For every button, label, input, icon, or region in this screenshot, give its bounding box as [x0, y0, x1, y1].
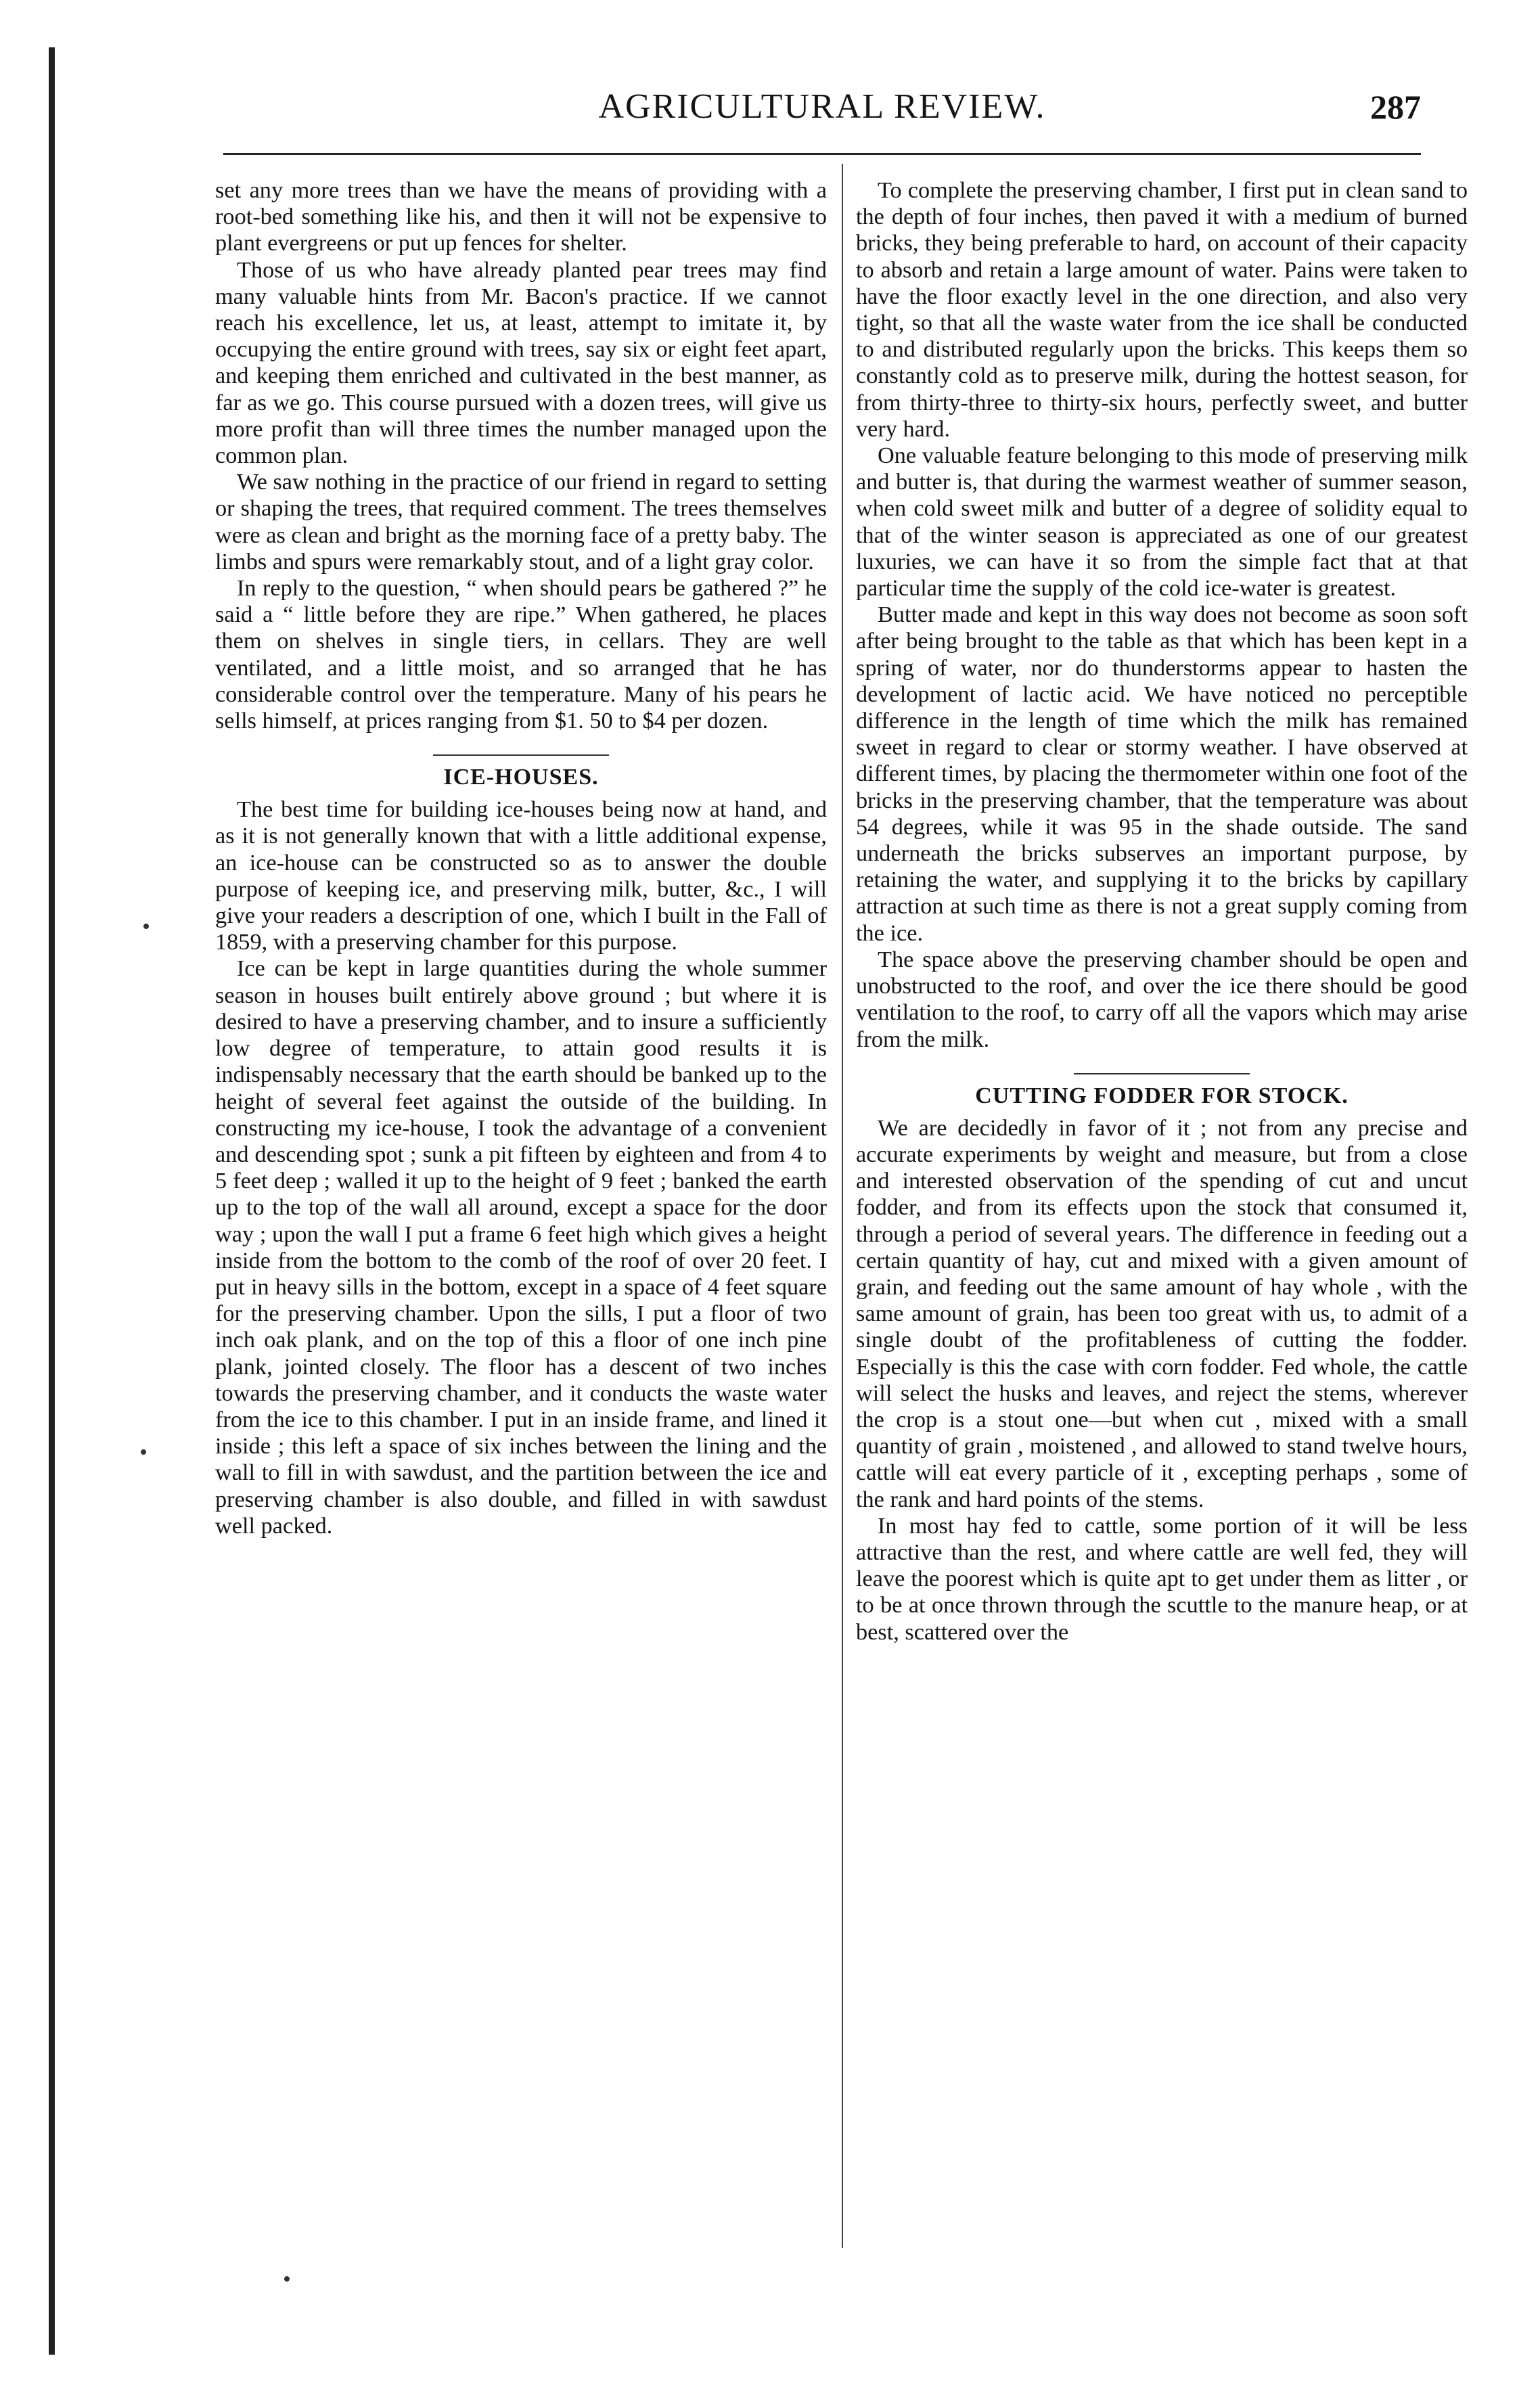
page-title: AGRICULTURAL REVIEW.	[598, 87, 1046, 126]
section-rule	[1074, 1073, 1250, 1074]
left-column	[215, 177, 827, 1539]
section-heading: CUTTING FODDER FOR STOCK.	[975, 1083, 1349, 1108]
paragraph: Those of us who have already planted pear trees may find many valuable hints from Mr. Bacon's practice. If we cannot reach his excellence, let us, at least, attempt to imitate it, by occupying the entire ground with trees, say six or eight feet apart, and keeping them enriched and cultivated in the best manner, as far as we go. This course pursued with a dozen trees, will give us more profit than will three times the number managed upon the common plan.	[215, 256, 827, 469]
paragraph: The space above the preserving chamber should be open and unobstructed to the roof, and over the ice there should be good ventilation to the roof, to carry off all the vapors which may arise from the milk.	[856, 946, 1468, 1052]
margin-dot	[143, 924, 149, 929]
binding-edge	[49, 47, 55, 2355]
header-rule	[223, 153, 1421, 155]
paragraph: In most hay fed to cattle, some portion of it will be less attractive than the rest, and where cattle are well fed, they will leave the poorest which is quite apt to get under them as litter , or to be at once thrown through the scuttle to the manure heap, or at best, scattered over the	[856, 1512, 1468, 1645]
section-heading: ICE-HOUSES.	[443, 765, 599, 790]
margin-dot	[284, 2276, 290, 2282]
paragraph: We are decidedly in favor of it ; not from any precise and accurate experiments by weight and measure, but from a close and interested observation of the spending of cut and uncut fodder, and from its effects upon the stock that consumed it, through a period of several years. The difference in feeding out a certain quantity of hay, cut and mixed with a given amount of grain, and feeding out the same amount of hay whole , with the same amount of grain, has been too great with us, to admit of a single doubt of the profitableness of cutting the fodder. Especially is this the case with corn fodder. Fed whole, the cattle will select the husks and leaves, and reject the stems, wherever the crop is a stout one—but when cut , mixed with a small quantity of grain , moistened , and allowed to stand twelve hours, cattle will eat every particle of it , excepting perhaps , some of the rank and hard points of the stems.	[856, 1114, 1468, 1512]
column-divider	[842, 164, 843, 2248]
page-number: 287	[1370, 88, 1421, 126]
paragraph: To complete the preserving chamber, I first put in clean sand to the depth of four inches, then paved it with a medium of burned bricks, they being preferable to hard, on account of their capacity to absorb and retain a large amount of water. Pains were taken to have the floor exactly level in the one direction, and also very tight, so that all the waste water from the ice shall be conducted to and distributed regularly upon the bricks. This keeps them so constantly cold as to preserve milk, during the hottest season, for from thirty-three to thirty-six hours, perfectly sweet, and butter very hard.	[856, 177, 1468, 442]
paragraph: One valuable feature belonging to this mode of preserving milk and butter is, that during the warmest weather of summer season, when cold sweet milk and butter of a degree of solidity equal to that of the winter season is appreciated as one of our greatest luxuries, we can have it so from the simple fact that at that particular time the supply of the cold ice-water is greatest.	[856, 443, 1468, 602]
paragraph: We saw nothing in the practice of our friend in regard to setting or shaping the trees, that required comment. The trees themselves were as clean and bright as the morning face of a pretty baby. The limbs and spurs were remarkably stout, and of a light gray color.	[215, 469, 827, 574]
running-head	[223, 80, 1421, 134]
section-rule	[433, 754, 609, 756]
paragraph: Ice can be kept in large quantities during the whole summer season in houses built entirely above ground ; but where it is desired to have a preserving chamber, and to insure a sufficiently low degree of temperature, to attain good results it is indispensably necessary that the earth should be banked up to the height of several feet against the outside of the building. In constructing my ice-house, I took the advantage of a convenient and descending spot ; sunk a pit fifteen by eighteen and from 4 to 5 feet deep ; walled it up to the height of 9 feet ; banked the earth up to the top of the wall all around, except a space for the door way ; upon the wall I put a frame 6 feet high which gives a height inside from the bottom to the comb of the roof of over 20 feet. I put in heavy sills in the bottom, except in a space of 4 feet square for the preserving chamber. Upon the sills, I put a floor of two inch oak plank, and on the top of this a floor of one inch pine plank, jointed closely. The floor has a descent of two inches towards the preserving chamber, and it conducts the waste water from the ice to this chamber. I put in an inside frame, and lined it inside ; this left a space of six inches between the lining and the wall to fill in with sawdust, and the partition between the ice and preserving chamber is also double, and filled in with sawdust well packed.	[215, 955, 827, 1539]
right-column	[856, 177, 1468, 1646]
paragraph: The best time for building ice-houses being now at hand, and as it is not generally known that with a little additional expense, an ice-house can be constructed so as to answer the double purpose of keeping ice, and preserving milk, butter, &c., I will give your readers a description of one, which I built in the Fall of 1859, with a preserving chamber for this purpose.	[215, 796, 827, 955]
paragraph: set any more trees than we have the means of providing with a root-bed something like his, and then it will not be expensive to plant evergreens or put up fences for shelter.	[215, 177, 827, 256]
margin-dot	[141, 1449, 146, 1455]
paragraph: Butter made and kept in this way does not become as soon soft after being brought to the table as that which has been kept in a spring of water, nor do thunderstorms appear to hasten the development of lactic acid. We have noticed no perceptible difference in the length of time which the milk has remained sweet in regard to clear or stormy weather. I have observed at different times, by placing the thermometer within one foot of the bricks in the preserving chamber, that the temperature was about 54 degrees, while it was 95 in the shade outside. The sand underneath the bricks subserves an important purpose, by retaining the water, and supplying it to the bricks by capillary attraction at such time as there is not a great supply coming from the ice.	[856, 602, 1468, 946]
paragraph: In reply to the question, “ when should pears be gathered ?” he said a “ little before they are ripe.” When gathered, he places them on shelves in single tiers, in cellars. They are well ventilated, and a little moist, and so arranged that he has considerable control over the temperature. Many of his pears he sells himself, at prices ranging from $1. 50 to $4 per dozen.	[215, 575, 827, 734]
